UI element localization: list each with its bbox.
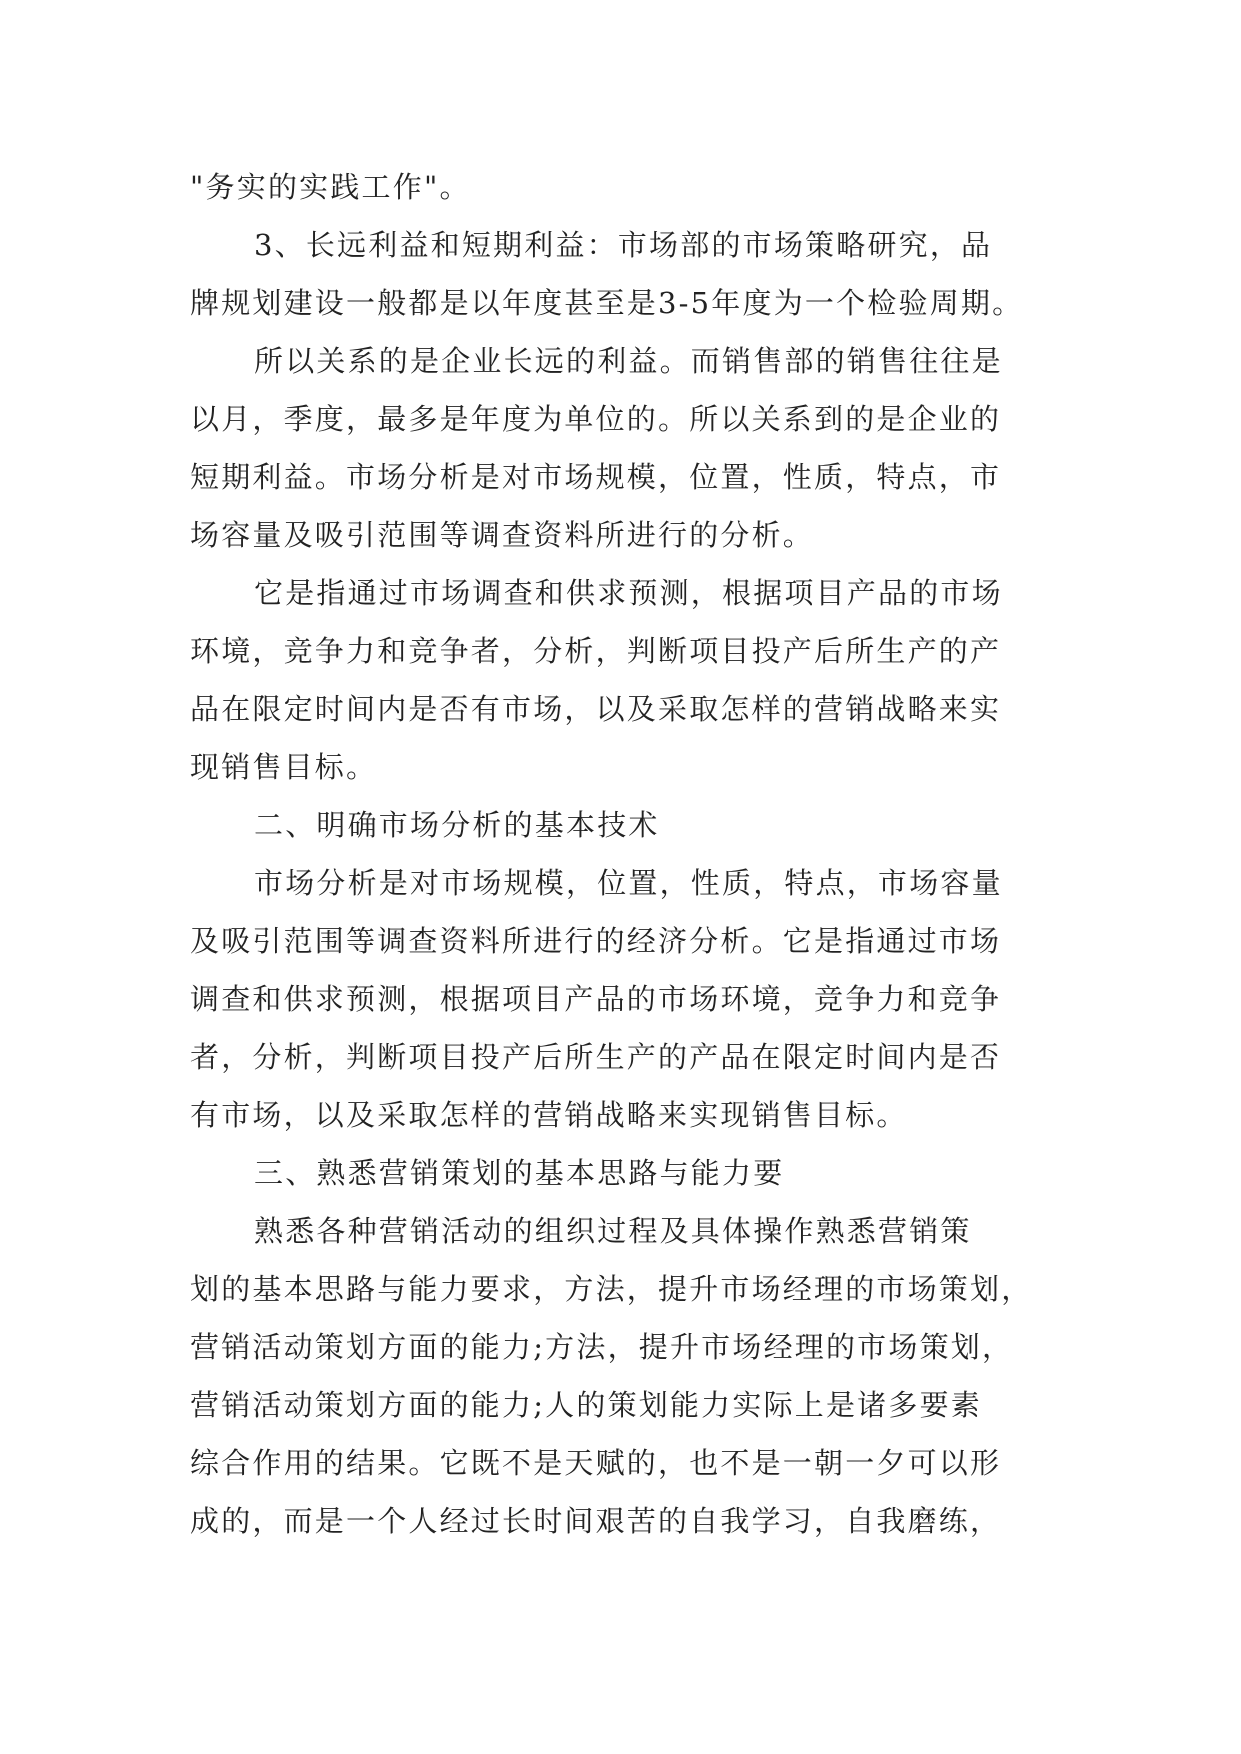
text-line: 综合作用的结果。它既不是天赋的，也不是一朝一夕可以形 (190, 1446, 1002, 1480)
text-line: 有市场，以及采取怎样的营销战略来实现销售目标。 (190, 1098, 908, 1132)
section-heading: 二、明确市场分析的基本技术 (254, 808, 660, 842)
text-line: 现销售目标。 (190, 750, 378, 784)
text-line: 牌规划建设一般都是以年度甚至是3-5年度为一个检验周期。 (190, 286, 1024, 320)
text-line: 调查和供求预测，根据项目产品的市场环境，竞争力和竞争 (190, 982, 1002, 1016)
text-line: "务实的实践工作"。 (190, 170, 471, 204)
document-body (190, 158, 1060, 1550)
text-line: 及吸引范围等调查资料所进行的经济分析。它是指通过市场 (190, 924, 1002, 958)
text-line: 所以关系的是企业长远的利益。而销售部的销售往往是 (254, 344, 1003, 378)
section-heading: 三、熟悉营销策划的基本思路与能力要 (254, 1156, 785, 1190)
text-line: 短期利益。市场分析是对市场规模，位置，性质，特点，市 (190, 460, 1002, 494)
text-line: 熟悉各种营销活动的组织过程及具体操作熟悉营销策 (254, 1214, 972, 1248)
text-line: 者，分析，判断项目投产后所生产的产品在限定时间内是否 (190, 1040, 1002, 1074)
text-line: 营销活动策划方面的能力;方法，提升市场经理的市场策划， (190, 1330, 1014, 1364)
text-line: 营销活动策划方面的能力;人的策划能力实际上是诸多要素 (190, 1388, 982, 1422)
text-line: 市场分析是对市场规模，位置，性质，特点，市场容量 (254, 866, 1003, 900)
text-line: 它是指通过市场调查和供求预测，根据项目产品的市场 (254, 576, 1003, 610)
text-line: 成的，而是一个人经过长时间艰苦的自我学习，自我磨练， (190, 1504, 1002, 1538)
text-line: 3、长远利益和短期利益：市场部的市场策略研究，品 (254, 228, 993, 262)
text-line: 划的基本思路与能力要求，方法，提升市场经理的市场策划， (190, 1272, 1033, 1306)
text-line: 环境，竞争力和竞争者，分析，判断项目投产后所生产的产 (190, 634, 1002, 668)
text-line: 场容量及吸引范围等调查资料所进行的分析。 (190, 518, 815, 552)
text-line: 以月，季度，最多是年度为单位的。所以关系到的是企业的 (190, 402, 1002, 436)
text-line: 品在限定时间内是否有市场，以及采取怎样的营销战略来实 (190, 692, 1002, 726)
